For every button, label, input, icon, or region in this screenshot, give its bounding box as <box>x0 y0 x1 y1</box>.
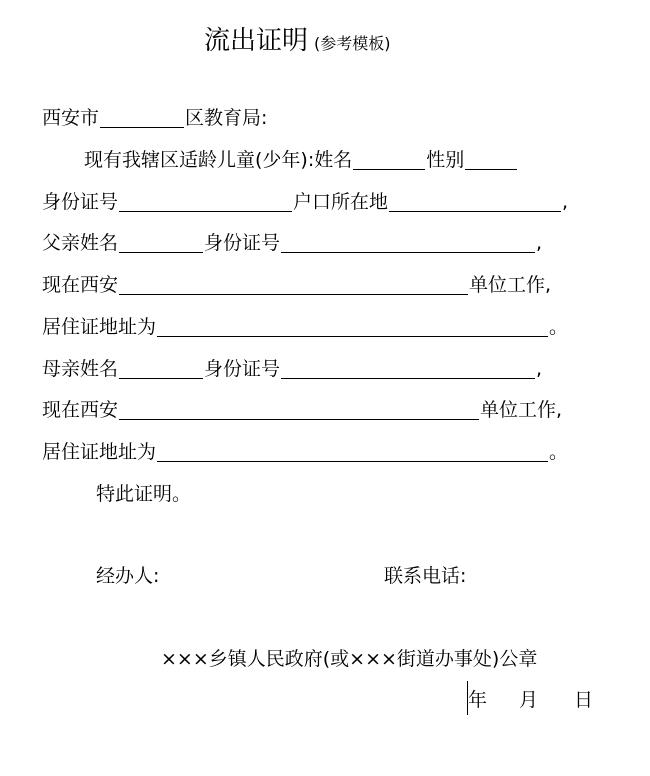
gender-blank[interactable] <box>465 149 517 170</box>
phone-label: 联系电话: <box>384 565 467 587</box>
mother-name-label: 母亲姓名 <box>42 358 119 380</box>
mother-address-line <box>42 439 568 465</box>
mother-work-blank[interactable] <box>119 399 479 420</box>
father-work-label: 现在西安 <box>42 274 119 296</box>
date-year: 年 <box>468 689 488 711</box>
child-id-label: 身份证号 <box>42 191 119 213</box>
district-blank[interactable] <box>100 107 184 128</box>
father-work-blank[interactable] <box>119 274 468 295</box>
mother-work-line <box>42 397 562 423</box>
father-address-label: 居住证地址为 <box>42 316 157 338</box>
handler-label: 经办人: <box>96 565 160 587</box>
mother-work-end: 单位工作, <box>480 399 563 421</box>
date-month: 月 <box>519 689 539 711</box>
mother-id-label: 身份证号 <box>204 358 281 380</box>
district-suffix: 区教育局: <box>185 107 268 129</box>
father-name-line <box>42 230 542 256</box>
mother-name-blank[interactable] <box>119 358 203 379</box>
mother-id-blank[interactable] <box>281 358 535 379</box>
mother-name-line <box>42 356 542 382</box>
father-id-label: 身份证号 <box>204 232 281 254</box>
mother-name-end: , <box>536 358 543 380</box>
phone-line <box>384 563 466 589</box>
hukou-label: 户口所在地 <box>293 191 389 213</box>
city-label: 西安市 <box>42 107 100 129</box>
child-id-line <box>42 189 568 215</box>
document-title <box>204 24 391 61</box>
father-name-blank[interactable] <box>119 232 203 253</box>
addressee-line <box>42 105 267 131</box>
hukou-blank[interactable] <box>389 191 561 212</box>
title-subtitle: (参考模板) <box>314 34 391 53</box>
intro-text: 现有我辖区适龄儿童(少年):姓名 <box>84 149 353 171</box>
father-work-line <box>42 272 551 298</box>
title-main: 流出证明 <box>204 26 309 56</box>
mother-address-label: 居住证地址为 <box>42 441 157 463</box>
father-name-end: , <box>536 232 543 254</box>
father-address-line <box>42 314 568 340</box>
seal-text: ×××乡镇人民政府(或×××街道办事处)公章 <box>161 648 538 670</box>
seal-line <box>161 646 537 672</box>
mother-work-label: 现在西安 <box>42 399 119 421</box>
father-work-end: 单位工作, <box>469 274 552 296</box>
father-address-blank[interactable] <box>157 316 548 337</box>
father-address-end: 。 <box>549 316 569 338</box>
mother-address-blank[interactable] <box>157 441 548 462</box>
gender-label: 性别 <box>426 149 465 171</box>
certify-text: 特此证明。 <box>96 483 192 505</box>
child-name-blank[interactable] <box>353 149 425 170</box>
father-id-blank[interactable] <box>281 232 535 253</box>
child-id-end: , <box>562 191 569 213</box>
intro-line <box>84 147 518 173</box>
handler-line <box>96 563 159 589</box>
date-line <box>468 687 593 713</box>
child-id-blank[interactable] <box>119 191 292 212</box>
date-day: 日 <box>574 689 594 711</box>
mother-address-end: 。 <box>549 441 569 463</box>
father-name-label: 父亲姓名 <box>42 232 119 254</box>
certify-line <box>96 481 191 507</box>
